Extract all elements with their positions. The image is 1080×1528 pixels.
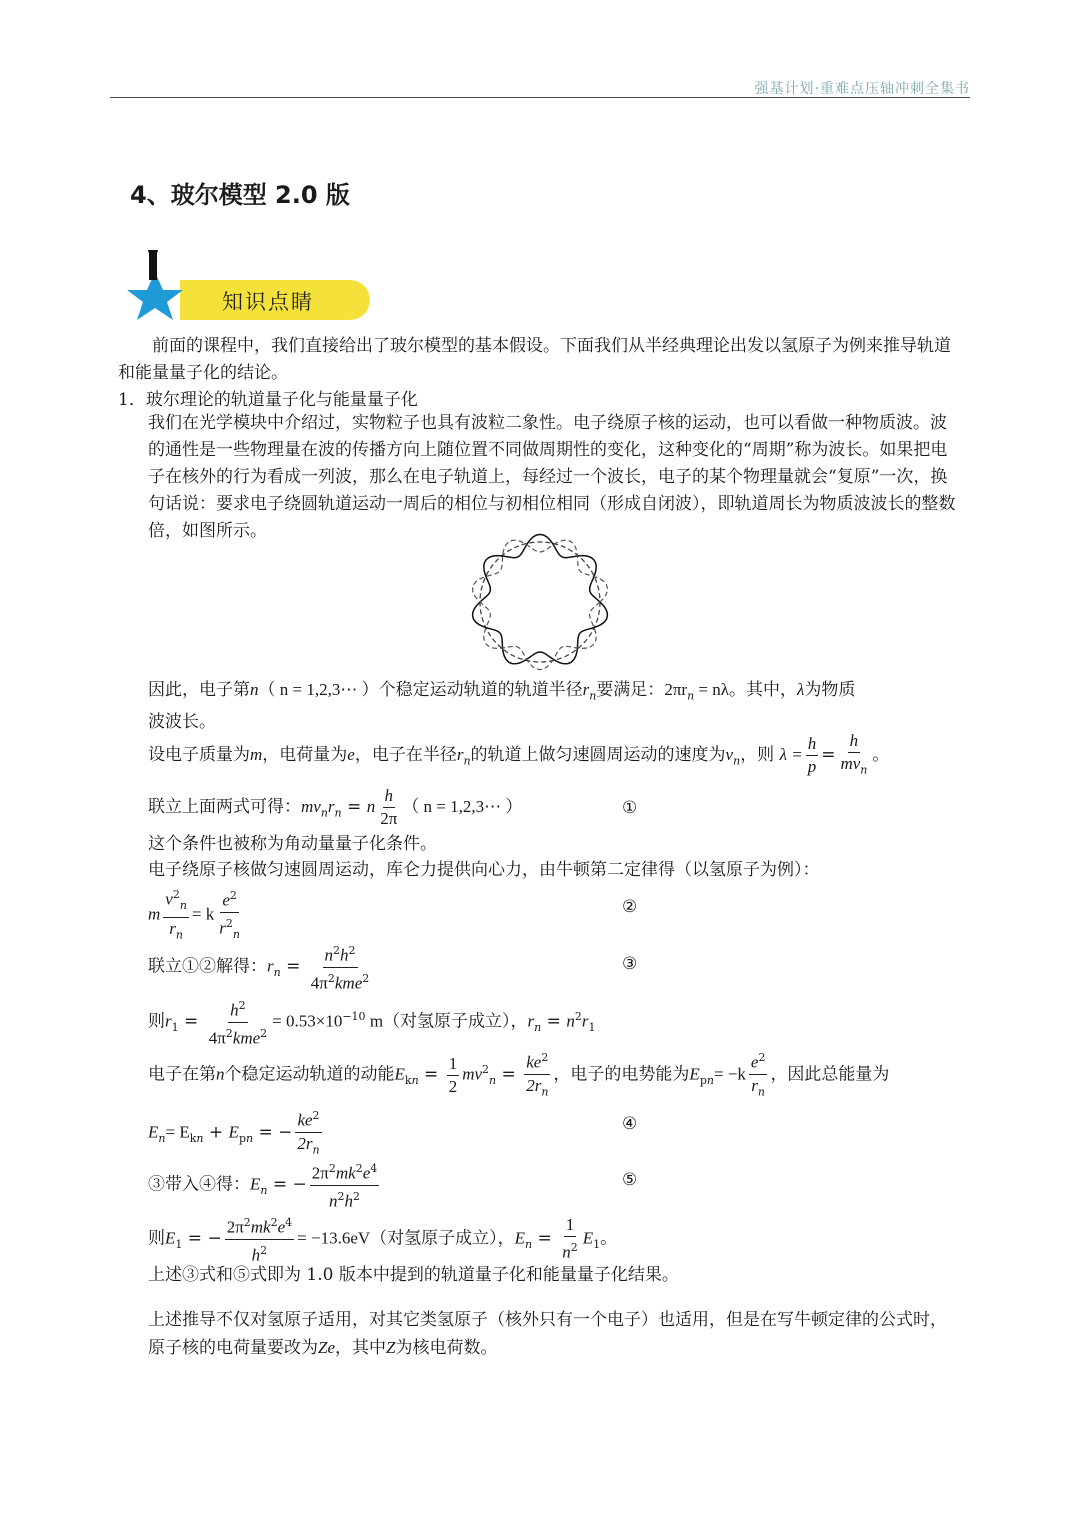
item1-paragraph: 我们在光学模块中介绍过，实物粒子也具有波粒二象性。电子绕原子核的运动，也可以看做一种物质波。波的通性是一些物理量在波的传播方向上随位置不同做周期性的变化，这种变化的“周期”称为波长。如果把电子在核外的行为看成一列波，那么在电子轨道上，每经过一个波长，电子的某个物理量就会“复原”一次，换句话说：要求电子绕圆轨道运动一周后的相位与初相位相同（形成自闭波），即轨道周长为物质波波长的整数倍，如图所示。 [148, 413, 956, 541]
eq-r1: 则$r_1$ = $\frac{h^2}{4\pi^2kme^2}$ = $0.53\times 10^{-10}$ m（对氢原子成立），$r_n = n^2r_1$ [148, 995, 963, 1049]
line-coulomb: 电子绕原子核做匀速圆周运动，库仑力提供向心力，由牛顿第二定律得（以氢原子为例）： [148, 860, 820, 880]
line-summary: 上述③式和⑤式即为 1.0 版本中提到的轨道量子化和能量量子化结果。 [148, 1265, 679, 1285]
book-header: 强基计划·重难点压轴冲刺全集书 [754, 81, 970, 97]
eq-total-energy: $E_n= E_{kn} + E_{pn}$ = − $\frac{ke^2}{2r_n}$ [148, 1105, 963, 1161]
line-stable-orbit: 因此，电子第n（ n = 1,2,3⋯ ）个稳定运动轨道的轨道半径$r_n$要满足：$2\pi r_n = n\lambda$。其中，λ为物质 波波长。 [148, 680, 856, 733]
line-angular-condition: 这个条件也被称为角动量量子化条件。 [148, 834, 437, 854]
eq-energies: 电子在第n个稳定运动轨道的动能$E_{kn}$ = $\frac{1}{2}$ $mv^2_n$ = $\frac{ke^2}{2r_n}$ ，电子的电势能为$E_{pn}= -k$ $\frac{e^2}{r_n}$ ，因此总能量为 [148, 1047, 963, 1103]
eq-num-2: ② [622, 897, 638, 917]
eq-num-5: ⑤ [622, 1170, 638, 1190]
eq-E1: 则$E_1$ = − $\frac{2\pi^2mk^2e^4}{h^2}$ = −13.6eV（对氢原子成立），$E_n$ = $\frac{1}{n^2}$ $E_1$。 [148, 1212, 963, 1266]
section-title: 4、玻尔模型 2.0 版 [130, 181, 350, 209]
header-rule [110, 97, 970, 98]
line-mass-charge: 设电子质量为m，电荷量为e，电子在半径$r_n$的轨道上做匀速圆周运动的速度为$v_n$，则 λ = $\frac{h}{p}$ = $\frac{h}{mv_n}$ 。 [148, 731, 890, 777]
eq-num-1: ① [622, 798, 638, 818]
banner-label: 知识点睛 [222, 290, 314, 314]
eq-num-4: ④ [622, 1114, 638, 1134]
eq-newton: m $\frac{v^2_n}{r_n}$ = k $\frac{e^2}{r^2_n}$ [148, 884, 963, 946]
eq-energy-level: ③带入④得：$E_n$ = − $\frac{2\pi^2mk^2e^4}{n^2h^2}$ [148, 1158, 963, 1212]
eq-num-3: ③ [622, 954, 638, 974]
item1-heading: 1．玻尔理论的轨道量子化与能量量子化 [118, 390, 418, 410]
standing-wave-figure [460, 530, 620, 675]
eq-radius: 联立①②解得：$r_n$ = $\frac{n^2h^2}{4\pi^2kme^2}$ [148, 940, 963, 994]
line-hydrogen-like: 上述推导不仅对氢原子适用，对其它类氢原子（核外只有一个电子）也适用，但是在写牛顿定律的公式时，原子核的电荷量要改为Ze，其中Z为核电荷数。 [148, 1310, 947, 1358]
intro-paragraph: 前面的课程中，我们直接给出了玻尔模型的基本假设。下面我们从半经典理论出发以氢原子为例来推导轨道和能量量子化的结论。 [118, 336, 951, 383]
eq-angular-momentum: 联立上面两式可得：$mv_nr_n = n$ $\frac{h}{2\pi}$ （ n = 1,2,3⋯ ） [148, 786, 523, 828]
